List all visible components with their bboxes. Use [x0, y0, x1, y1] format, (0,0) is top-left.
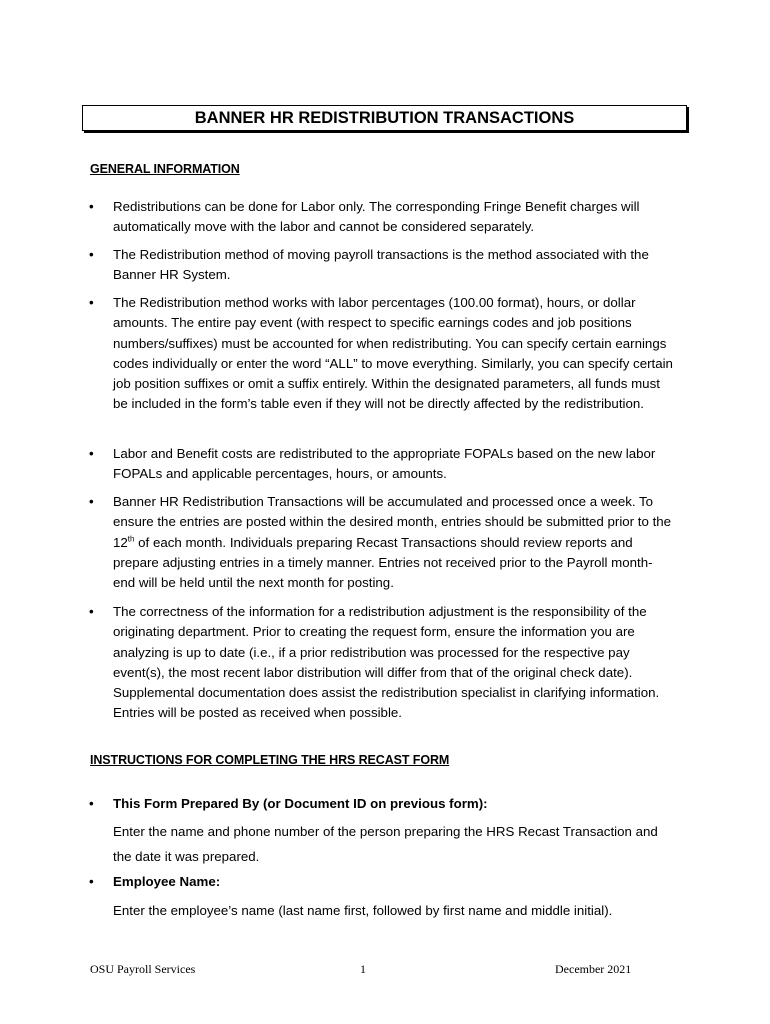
instructions-heading: INSTRUCTIONS FOR COMPLETING THE HRS RECAST FORM [90, 753, 450, 767]
general-item-4: Labor and Benefit costs are redistributed to the appropriate FOPALs based on the new labor FOPALs and applicable percentages, hours, or amounts. [113, 446, 656, 482]
bullet-icon: • [89, 247, 94, 262]
superscript-th: th [127, 534, 135, 544]
general-item-2: The Redistribution method of moving payroll transactions is the method associated with the Banner HR System. [113, 247, 649, 283]
instruction-text-form-prepared-by: Enter the name and phone number of the person preparing the HRS Recast Transaction and the date it was prepared. [113, 824, 658, 864]
bullet-icon: • [89, 494, 94, 509]
instruction-text-employee-name: Enter the employee’s name (last name first, followed by first name and middle initial). [113, 903, 613, 918]
general-item-6: The correctness of the information for a redistribution adjustment is the responsibility of the originating department. Prior to creating the request form, ensure the information you are analyzing is up to date (i.e., if a prior redistribution was processed for the respective pay event(s), the most recent labor distribution will differ from that of the original check date). Supplemental documentation does assist the redistribution specialist in clarifying information. Entries will be posted as received when possible. [113, 604, 660, 721]
general-item-5-part1: Banner HR Redistribution Transactions will be accumulated and processed once a week. To ensure the entries are posted within the desired month, entries should be submitted prior to the 12 [113, 494, 672, 550]
bullet-icon: • [89, 446, 94, 461]
instruction-label-employee-name: Employee Name: [113, 874, 221, 889]
bullet-icon: • [89, 796, 94, 811]
footer-organization: OSU Payroll Services [90, 962, 196, 976]
bullet-icon: • [89, 874, 94, 889]
general-information-heading: GENERAL INFORMATION [90, 162, 240, 176]
general-item-3: The Redistribution method works with labor percentages (100.00 format), hours, or dollar amounts. The entire pay event (with respect to specific earnings codes and job positions numbers/suffixes) must be accounted for when redistributing. You can specify certain earnings codes individually or enter the word “ALL” to move everything. Similarly, you can specify certain job position suffixes or omit a suffix entirely. Within the designated parameters, all funds must be included in the form’s table even if they will not be directly affected by the redistribution. [113, 295, 673, 412]
bullet-icon: • [89, 199, 94, 214]
document-title: BANNER HR REDISTRIBUTION TRANSACTIONS [82, 105, 687, 131]
footer-page-number: 1 [360, 962, 366, 976]
general-item-5-part2: of each month. Individuals preparing Recast Transactions should review reports and prepare adjusting entries in a timely manner. Entries not received prior to the Payroll month-end will be held until the next month for posting. [113, 534, 653, 591]
general-item-5 [113, 492, 673, 593]
general-item-1: Redistributions can be done for Labor only. The corresponding Fringe Benefit charges will automatically move with the labor and cannot be considered separately. [113, 199, 640, 235]
bullet-icon: • [89, 295, 94, 310]
instruction-label-form-prepared-by: This Form Prepared By (or Document ID on previous form): [113, 796, 488, 811]
footer-date: December 2021 [555, 962, 632, 976]
bullet-icon: • [89, 604, 94, 619]
